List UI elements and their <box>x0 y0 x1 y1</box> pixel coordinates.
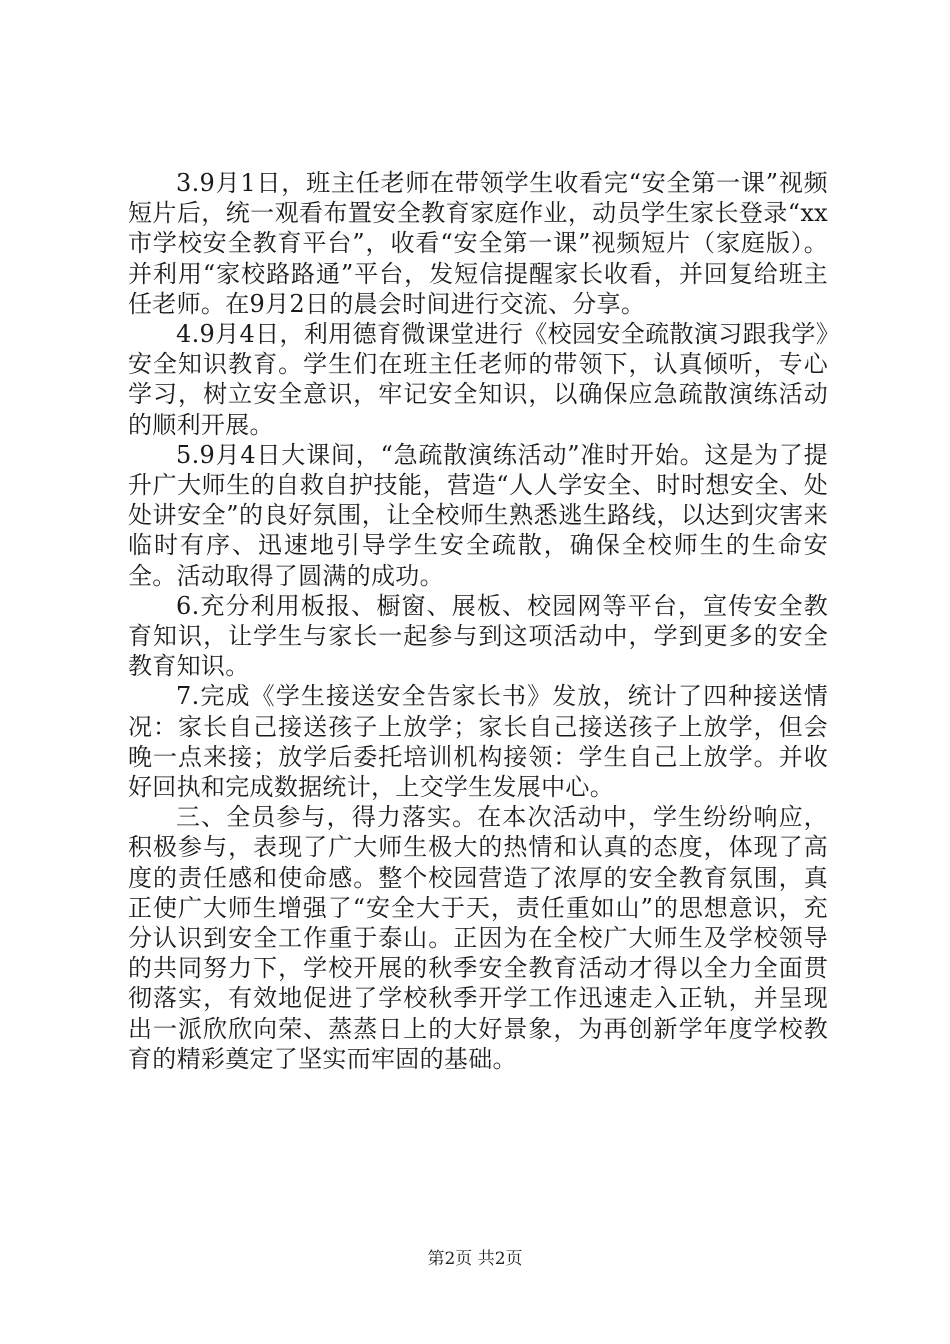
paragraph-item-6: 6.充分利用板报、橱窗、展板、校园网等平台，宣传安全教育知识，让学生与家长一起参与到这项活动中，学到更多的安全教育知识。 <box>128 591 828 681</box>
page-number-footer: 第2页 共2页 <box>427 1249 523 1269</box>
paragraph-section-three: 三、全员参与，得力落实。在本次活动中，学生纷纷响应，积极参与，表现了广大师生极大的热情和认真的态度，体现了高度的责任感和使命感。整个校园营造了浓厚的安全教育氛围，真正使广大师生增强了“安全大于天，责任重如山”的思想意识，充分认识到安全工作重于泰山。正因为在全校广大师生及学校领导的共同努力下，学校开展的秋季安全教育活动才得以全力全面贯彻落实，有效地促进了学校秋季开学工作迅速走入正轨，并呈现出一派欣欣向荣、蒸蒸日上的大好景象，为再创新学年度学校教育的精彩奠定了坚实而牢固的基础。 <box>128 803 828 1073</box>
paragraph-item-7: 7.完成《学生接送安全告家长书》发放，统计了四种接送情况：家长自己接送孩子上放学；家长自己接送孩子上放学，但会晚一点来接；放学后委托培训机构接领：学生自己上放学。并收好回执和完成数据统计，上交学生发展中心。 <box>128 682 828 802</box>
paragraph-item-5: 5.9月4日大课间，“急疏散演练活动”准时开始。这是为了提升广大师生的自救自护技能，营造“人人学安全、时时想安全、处处讲安全”的良好氛围，让全校师生熟悉逃生路线，以达到灾害来临时有序、迅速地引导学生安全疏散，确保全校师生的生命安全。活动取得了圆满的成功。 <box>128 440 828 590</box>
paragraph-item-4: 4.9月4日，利用德育微课堂进行《校园安全疏散演习跟我学》安全知识教育。学生们在班主任老师的带领下，认真倾听，专心学习，树立安全意识，牢记安全知识，以确保应急疏散演练活动的顺利开展。 <box>128 320 828 439</box>
document-body <box>128 168 828 1074</box>
paragraph-item-3: 3.9月1日，班主任老师在带领学生收看完“安全第一课”视频短片后，统一观看布置安全教育家庭作业，动员学生家长登录“xx市学校安全教育平台”，收看“安全第一课”视频短片（家庭版）。并利用“家校路路通”平台，发短信提醒家长收看，并回复给班主任老师。在9月2日的晨会时间进行交流、分享。 <box>128 169 828 318</box>
